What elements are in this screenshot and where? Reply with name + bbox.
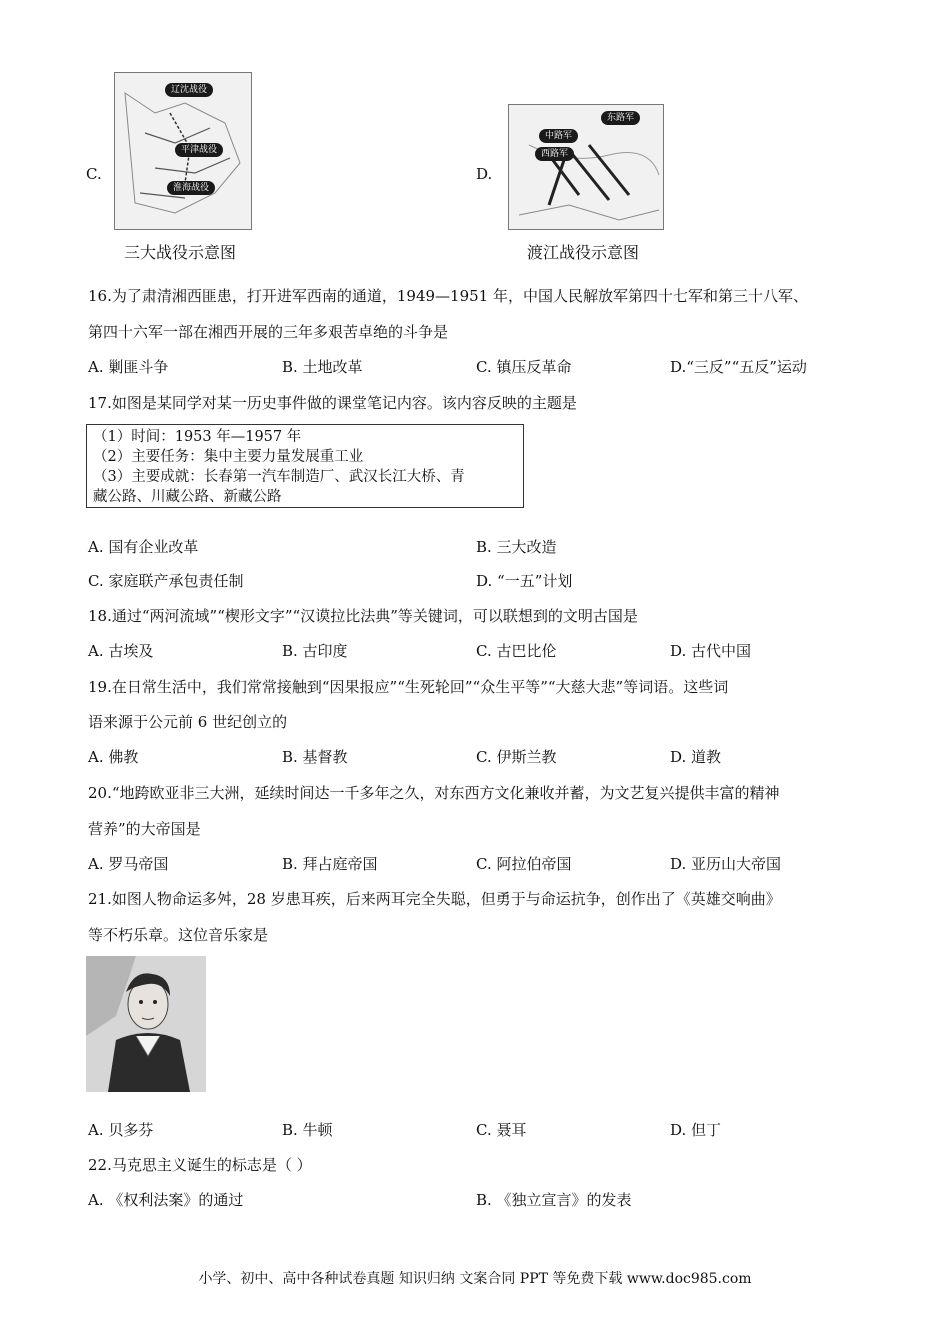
q22-option-b[interactable]: B. 《独立宣言》的发表 xyxy=(476,1191,632,1209)
map-arrows xyxy=(509,105,663,229)
q22-stem: 22.马克思主义诞生的标志是（ ） xyxy=(88,1156,312,1174)
q18-option-c[interactable]: C. 古巴比伦 xyxy=(476,642,557,660)
oval-pingjin: 平津战役 xyxy=(175,143,223,157)
river-crossing-map xyxy=(508,104,664,230)
q16-option-b[interactable]: B. 土地改革 xyxy=(282,358,363,376)
q21-option-b[interactable]: B. 牛顿 xyxy=(282,1121,333,1139)
q20-stem-line1: 20.“地跨欧亚非三大洲，延续时间达一千多年之久，对东西方文化兼收并蓄，为文艺复兴提供丰富的精神 xyxy=(88,784,780,802)
oval-huaihai: 淮海战役 xyxy=(167,181,215,195)
q16-option-a[interactable]: A. 剿匪斗争 xyxy=(88,358,169,376)
q16-stem-line2: 第四十六军一部在湘西开展的三年多艰苦卓绝的斗争是 xyxy=(88,323,449,341)
q20-option-a[interactable]: A. 罗马帝国 xyxy=(88,855,169,873)
q21-stem-line1: 21.如图人物命运多舛，28 岁患耳疾，后来两耳完全失聪，但勇于与命运抗争，创作出了《英雄交响曲》 xyxy=(88,890,781,908)
oval-liaoshen: 辽沈战役 xyxy=(165,83,213,97)
q17-note-1: （1）时间：1953 年—1957 年 xyxy=(93,429,302,445)
oval-middle-army: 中路军 xyxy=(539,129,578,143)
q17-note-2: （2）主要任务：集中主要力量发展重工业 xyxy=(93,449,364,465)
q17-option-c[interactable]: C. 家庭联产承包责任制 xyxy=(88,572,244,590)
q17-notes-box xyxy=(86,424,524,508)
q17-option-a[interactable]: A. 国有企业改革 xyxy=(88,538,199,556)
map-caption-c: 三大战役示意图 xyxy=(124,243,237,262)
q22-option-a[interactable]: A. 《权利法案》的通过 xyxy=(88,1191,244,1209)
q16-stem-line1: 16.为了肃清湘西匪患，打开进军西南的通道，1949—1951 年，中国人民解放军第四十七军和第三十八军、 xyxy=(88,287,808,305)
oval-west-army: 西路军 xyxy=(535,147,574,161)
q19-stem-line2: 语来源于公元前 6 世纪创立的 xyxy=(88,713,288,731)
q17-option-b[interactable]: B. 三大改造 xyxy=(476,538,557,556)
q18-option-d[interactable]: D. 古代中国 xyxy=(670,642,752,660)
q18-option-b[interactable]: B. 古印度 xyxy=(282,642,348,660)
page-footer: 小学、初中、高中各种试卷真题 知识归纳 文案合同 PPT 等免费下载 www.doc985.com xyxy=(198,1271,752,1287)
q16-option-d[interactable]: D.“三反”“五反”运动 xyxy=(670,358,807,376)
q17-option-d[interactable]: D. “一五”计划 xyxy=(476,572,573,590)
q19-option-c[interactable]: C. 伊斯兰教 xyxy=(476,748,557,766)
beethoven-portrait xyxy=(86,956,206,1092)
q18-option-a[interactable]: A. 古埃及 xyxy=(88,642,154,660)
option-c-label: C. xyxy=(86,165,102,183)
q20-option-b[interactable]: B. 拜占庭帝国 xyxy=(282,855,378,873)
q21-option-c[interactable]: C. 聂耳 xyxy=(476,1121,527,1139)
oval-east-army: 东路军 xyxy=(601,111,640,125)
three-campaigns-map xyxy=(114,72,252,230)
q17-stem: 17.如图是某同学对某一历史事件做的课堂笔记内容。该内容反映的主题是 xyxy=(88,394,577,412)
q19-option-d[interactable]: D. 道教 xyxy=(670,748,722,766)
map-caption-d: 渡江战役示意图 xyxy=(527,243,640,262)
q17-note-3: （3）主要成就：长春第一汽车制造厂、武汉长江大桥、青 xyxy=(93,469,465,485)
q20-option-c[interactable]: C. 阿拉伯帝国 xyxy=(476,855,572,873)
q17-note-4: 藏公路、川藏公路、新藏公路 xyxy=(93,489,282,505)
q20-option-d[interactable]: D. 亚历山大帝国 xyxy=(670,855,782,873)
option-d-label: D. xyxy=(476,165,493,183)
q16-option-c[interactable]: C. 镇压反革命 xyxy=(476,358,572,376)
q19-option-a[interactable]: A. 佛教 xyxy=(88,748,139,766)
q20-stem-line2: 营养”的大帝国是 xyxy=(88,820,201,838)
portrait-figure xyxy=(86,956,206,1092)
q21-option-a[interactable]: A. 贝多芬 xyxy=(88,1121,154,1139)
q21-stem-line2: 等不朽乐章。这位音乐家是 xyxy=(88,926,269,944)
q19-stem-line1: 19.在日常生活中，我们常常接触到“因果报应”“生死轮回”“众生平等”“大慈大悲”等词语。这些词 xyxy=(88,678,729,696)
q19-option-b[interactable]: B. 基督教 xyxy=(282,748,348,766)
q18-stem: 18.通过“两河流域”“楔形文字”“汉谟拉比法典”等关键词，可以联想到的文明古国是 xyxy=(88,607,638,625)
q21-option-d[interactable]: D. 但丁 xyxy=(670,1121,722,1139)
